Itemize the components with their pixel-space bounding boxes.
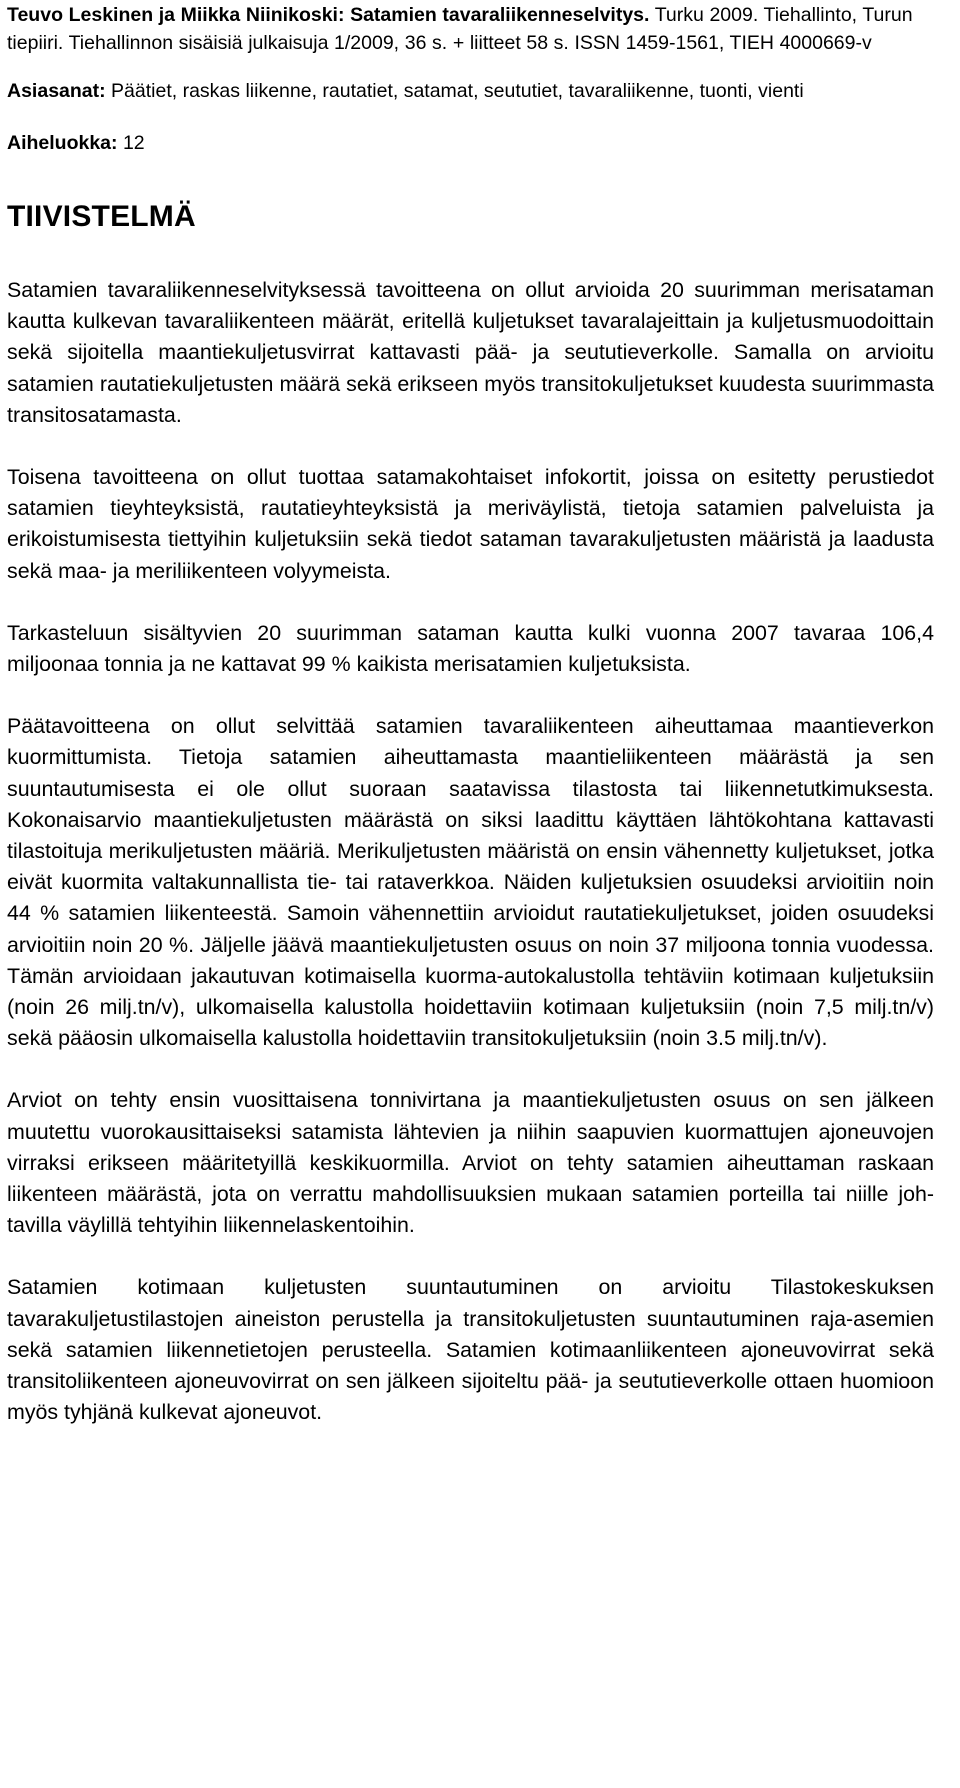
summary-paragraph: Päätavoitteena on ollut selvittää satamien tavaraliikenteen aiheuttamaa maantieverkon kuormittumista. Tietoja satamien aiheuttamasta maantieliikenteen määrästä ja sen suuntautumisesta ei ole ollut suoraan saatavissa tilastosta tai liikennetutkimuksesta. Kokonaisarvio maantiekuljetusten määrästä on siksi laadittu käyttäen lähtökohtana kattavasti tilastoituja merikuljetusten määriä. Merikuljetusten määristä on ensin vähennetty kuljetukset, jotka eivät kuormita valtakunnallista tie- tai rataverkkoa. Näiden kuljetuksien osuudeksi arvioitiin noin 44 % satamien liikenteestä. Samoin vähennettiin arvioidut rautatiekuljetukset, joiden osuudeksi arvioitiin noin 20 %. Jäljelle jäävä maantiekuljetusten osuus on noin 37 miljoona tonnia vuodessa. Tämän arvioidaan jakautuvan kotimaisella kuorma-autokalustolla tehtäviin kotimaan kuljetuksiin (noin 26 milj.tn/v), ulkomaisella kalustolla hoidettaviin kotimaan kuljetuksiin (noin 7,5 milj.tn/v) sekä pääosin ulkomaisella kalustolla hoidettaviin transitokuljetuksiin (noin 3.5 milj.tn/v). [7, 714, 934, 1051]
summary-heading: TIIVISTELMÄ [7, 200, 196, 233]
keywords-line [7, 77, 934, 105]
summary-paragraph: Satamien tavaraliikenneselvityksessä tavoitteena on ollut arvioida 20 suurimman merisataman kautta kulkevan tavaraliikenteen määrät, eritellä kuljetukset tavaralajeittain ja kuljetusmuodoittain sekä sijoitella maantiekuljetusvirrat kattavasti pää- ja seututieverkolle. Samalla on arvioitu satamien rautatiekuljetusten määrä sekä erikseen myös transitokuljetukset kuudesta suurimmasta transitosatamasta. [7, 278, 934, 427]
publication-citation [7, 0, 934, 57]
summary-paragraph: Satamien kotimaan kuljetusten suuntautuminen on arvioitu Tilastokeskuksen tavarakuljetustilastojen aineiston perustella ja transitokuljetusten suuntautuminen raja-asemien sekä satamien liikennetietojen perusteella. Satamien kotimaanliikenteen ajoneuvovirrat sekä transitoliikenteen ajoneuvovirrat on sen jälkeen sijoiteltu pää- ja seututieverkolle ottaen huomioon myös tyhjänä kulkevat ajoneuvot. [7, 1275, 934, 1425]
category-value: 12 [122, 132, 145, 154]
category-line [7, 129, 934, 157]
summary-paragraph: Arviot on tehty ensin vuosittaisena tonnivirtana ja maantiekuljetusten osuus on sen jälkeen muutettu vuorokausittaiseksi satamista lähtevien ja niihin saapuvien kuormattujen ajoneuvojen virraksi erikseen määritetyillä keskikuormilla. Arviot on tehty satamien aiheuttaman raskaan liikenteen määrästä, jota on verrattu mahdollisuuksien mukaan satamien porteilla tai niille johtavilla väylillä tehtyihin liikennelaskentoihin. [7, 1088, 934, 1238]
summary-paragraph: Tarkasteluun sisältyvien 20 suurimman sataman kautta kulki vuonna 2007 tavaraa 106,4 miljoonaa tonnia ja ne kattavat 99 % kaikista merisatamien kuljetuksista. [7, 620, 934, 677]
citation-details: Turku 2009. Tiehallinto, Turun tiepiiri. Tiehallinnon sisäisiä julkaisuja 1/2009, 36 s. + liitteet 58 s. ISSN 1459-1561, TIEH 4000669-v [7, 4, 913, 54]
category-label: Aiheluokka: [7, 132, 118, 154]
citation-authors-title: Teuvo Leskinen ja Miikka Niinikoski: Satamien tavaraliikenneselvitys. [7, 4, 650, 26]
keywords-label: Asiasanat: [7, 80, 106, 102]
summary-paragraph: Toisena tavoitteena on ollut tuottaa satamakohtaiset infokortit, joissa on esitetty perustiedot satamien tieyhteyksistä, rautatieyhteyksistä ja meriväylistä, tietoja satamien palveluista ja erikoistumisesta tiettyihin kuljetuksiin sekä tiedot sataman tavarakuljetusten määristä ja laadusta sekä maa- ja meriliikenteen volyymeista. [7, 465, 934, 583]
keywords-value: Päätiet, raskas liikenne, rautatiet, satamat, seututiet, tavaraliikenne, tuonti, vienti [111, 80, 804, 102]
